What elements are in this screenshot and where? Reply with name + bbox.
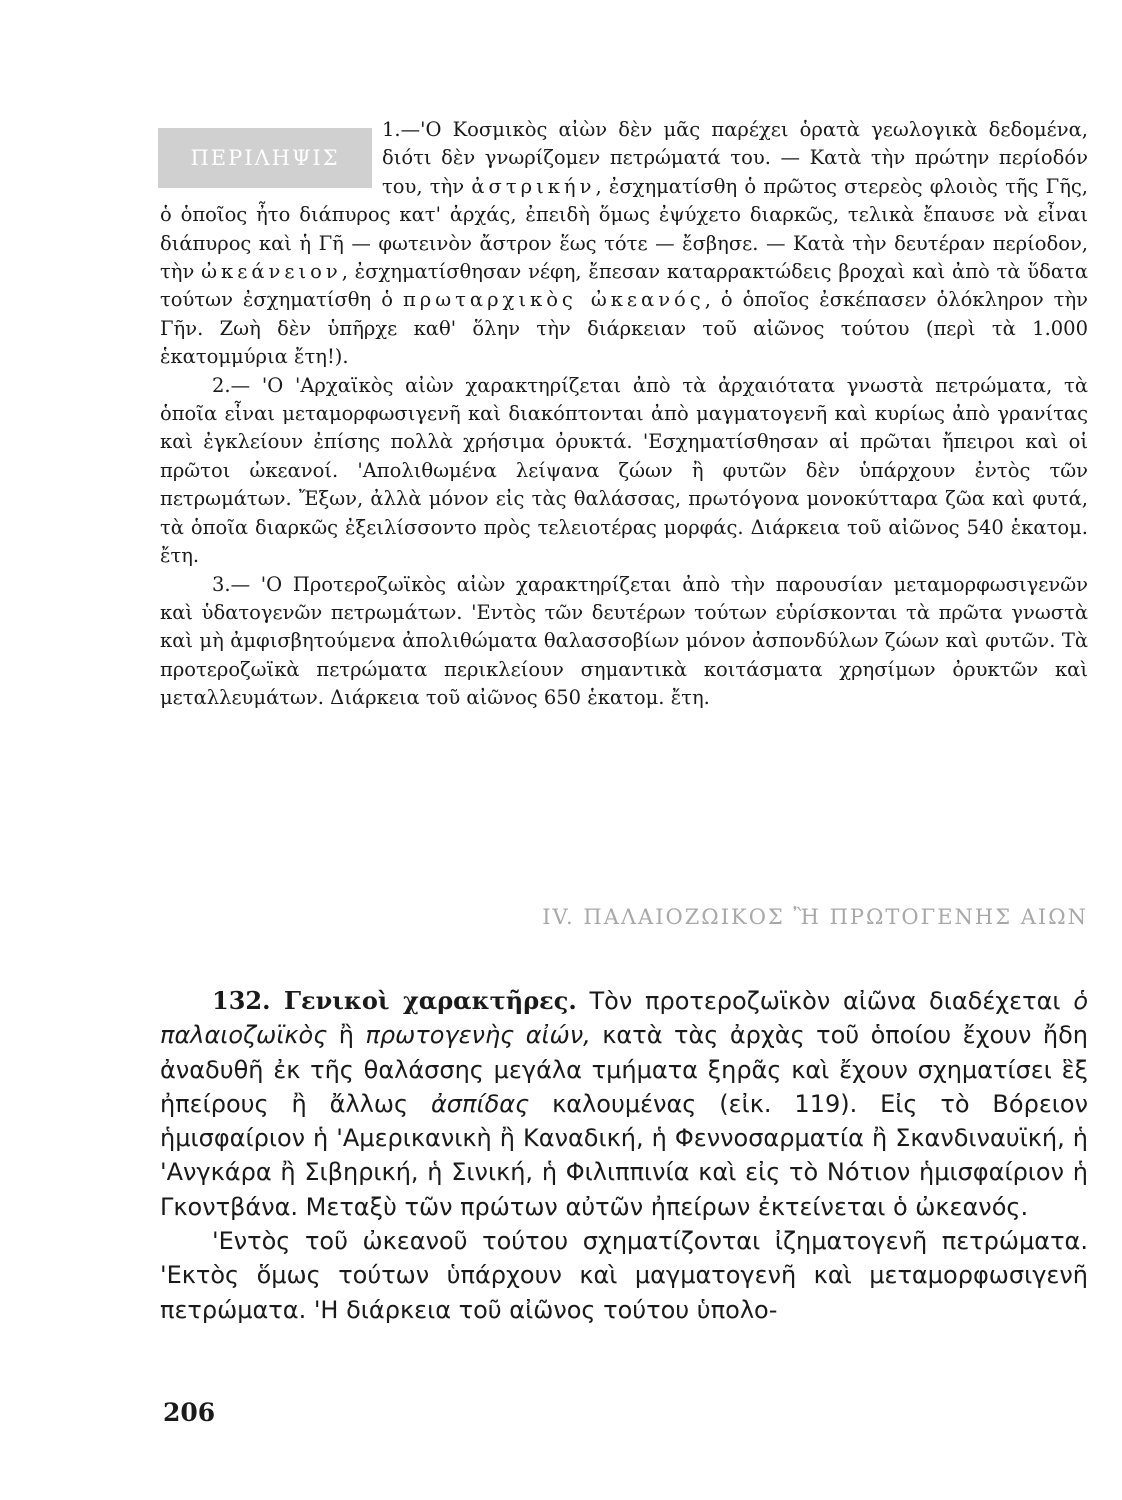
body-p1-italic-2: πρωτογενὴς αἰών, <box>365 1021 591 1050</box>
body-p1-text-c: κατὰ τὰς ἀρχὰς τοῦ ὁποίου ἔχουν ἤδη ἀναδυθῆ ἐκ τῆς θαλάσσης μεγάλα τμήματα ξηρᾶς καὶ ἔχουν σχηματίσει ἓξ ἠπείρους ἢ ἄλλως <box>160 1021 1089 1118</box>
summary-p1-spaced-term-2: ὠκεάνειον <box>201 260 342 284</box>
body-paragraph-2: 'Εντὸς τοῦ ὠκεανοῦ τούτου σχηματίζονται ἰζηματογενῆ πετρώματα. 'Εκτὸς ὅμως τούτων ὑπάρχουν καὶ μαγματογενῆ καὶ μεταμορφωσιγενῆ πετρώματα. 'Η διάρκεια τοῦ αἰῶνος τούτου ὑπολο- <box>160 1227 1088 1324</box>
paragraph-heading: 132. Γενικοὶ χαρακτῆρες. <box>212 986 577 1015</box>
section-heading: IV. ΠΑΛΑΙΟΖΩΙΚΟΣ Ἢ ΠΡΩΤΟΓΕΝΗΣ ΑΙΩΝ <box>542 905 1088 929</box>
body-p1-text-a: Τὸν προτεροζωϊκὸν αἰῶνα διαδέχεται <box>576 987 1074 1015</box>
summary-paragraph-3: 3.— 'Ο Προτεροζωϊκὸς αἰὼν χαρακτηρίζεται ἀπὸ τὴν παρουσίαν μεταμορφωσιγενῶν καὶ ὑδατογενῶν πετρωμάτων. 'Εντὸς τῶν δευτέρων τούτων εὑρίσκονται τὰ πρῶτα γνωστὰ καὶ μὴ ἀμφισβητούμενα ἀπολιθώματα θαλασσοβίων μόνον ἀσπονδύλων ζώων καὶ φυτῶν. Τὰ προτεροζωϊκὰ πετρώματα περικλείουν σημαντικὰ κοιτάσματα χρησίμων ὀρυκτῶν καὶ μεταλλευμάτων. Διάρκεια τοῦ αἰῶνος 650 ἑκατομ. ἔτη. <box>160 572 1088 710</box>
body-p1-text-d: καλουμένας (εἰκ. 119). Εἰς τὸ Βόρειον ἡμισφαίριον ἡ 'Αμερικανικὴ ἢ Καναδική, ἡ Φεννοσαρματία ἢ Σκανδιναυϊκή, ἡ 'Ανγκάρα ἢ Σιβηρική, ἡ Σινική, ἡ Φιλιππινία καὶ εἰς τὸ Νότιον ἡμισφαίριον ἡ Γκοντβάνα. Μεταξὺ τῶν πρώτων αὐτῶν ἠπείρων ἐκτείνεται ὁ ὠκεανός. <box>160 1089 1089 1221</box>
label-spacer <box>160 116 382 198</box>
summary-paragraph-1 <box>160 116 1088 372</box>
summary-p1-text-b: , ἐσχηματίσθη ὁ πρῶτος στερεὸς φλοιὸς τῆς Γῆς, ὁ ὁποῖος ἦτο διάπυρος κατ' ἀρχάς, ἐπειδὴ ὅμως ἐψύχετο διαρκῶς, τελικὰ ἔπαυσε νὰ εἶναι διάπυρος καὶ ἡ Γῆ — φωτεινὸν ἄστρον ἕως τότε — ἔσβησε. — Κατὰ τὴν δευτέραν περίοδον, τὴν <box>160 174 1089 284</box>
body-paragraph-1 <box>160 984 1088 1224</box>
page-number: 206 <box>163 1398 216 1427</box>
main-body <box>160 984 1088 1327</box>
summary-p1-text-d: , ὁ ὁποῖος ἐσκέπασεν ὁλόκληρον τὴν Γῆν. Ζωὴ δὲν ὑπῆρχε καθ' ὅλην τὴν διάρκειαν τοῦ αἰῶνος τούτου (περὶ τὰ 1.000 ἑκατομμύρια ἔτη!). <box>160 288 1088 369</box>
summary-p1-spaced-term-3: πρωταρχικὸς ὠκεανός <box>402 288 705 312</box>
summary-paragraph-2: 2.— 'Ο 'Αρχαϊκὸς αἰὼν χαρακτηρίζεται ἀπὸ τὰ ἀρχαιότατα γνωστὰ πετρώματα, τὰ ὁποῖα εἶναι μεταμορφωσιγενῆ καὶ διακόπτονται ἀπὸ μαγματογενῆ καὶ κυρίως ἀπὸ γρανίτας καὶ ἐγκλείουν ἐπίσης πολλὰ χρήσιμα ὀρυκτά. 'Εσχηματίσθησαν αἱ πρῶται ἤπειροι καὶ οἱ πρῶτοι ὠκεανοί. 'Απολιθωμένα λείψανα ζώων ἢ φυτῶν δὲν ὑπάρχουν ἐντὸς τῶν πετρωμάτων. Ἔξων, ἀλλὰ μόνον εἰς τὰς θαλάσσας, πρωτόγονα μονοκύτταρα ζῶα καὶ φυτά, τὰ ὁποῖα διαρκῶς ἐξειλίσσοντο πρὸς τελειοτέρας μορφάς. Διάρκεια τοῦ αἰῶνος 540 ἑκατομ. ἔτη. <box>160 373 1088 568</box>
summary-p1-spaced-term-1: ἀστρικήν <box>471 174 596 198</box>
summary-section <box>160 116 1088 713</box>
body-p1-italic-3: ἀσπίδας <box>430 1089 530 1118</box>
summary-p1-text-c: , ἐσχηματίσθησαν νέφη, ἔπεσαν καταρρακτώδεις βροχαὶ καὶ ἀπὸ τὰ ὕδατα τούτων ἐσχηματίσθη ὁ <box>160 260 1088 312</box>
body-p1-text-b: ἢ <box>327 1021 366 1050</box>
body-p1-italic-1: ὁ παλαιοζωϊκὸς <box>160 987 1088 1050</box>
summary-p1-text-a: 1.—'Ο Κοσμικὸς αἰὼν δὲν μᾶς παρέχει ὁρατὰ γεωλογικὰ δεδομένα, διότι δὲν γνωρίζομεν πετρώματά του. — Κατὰ τὴν πρώτην περίοδόν του, τὴν <box>382 118 1088 198</box>
summary-label: ΠΕΡΙΛΗΨΙΣ <box>190 146 340 170</box>
